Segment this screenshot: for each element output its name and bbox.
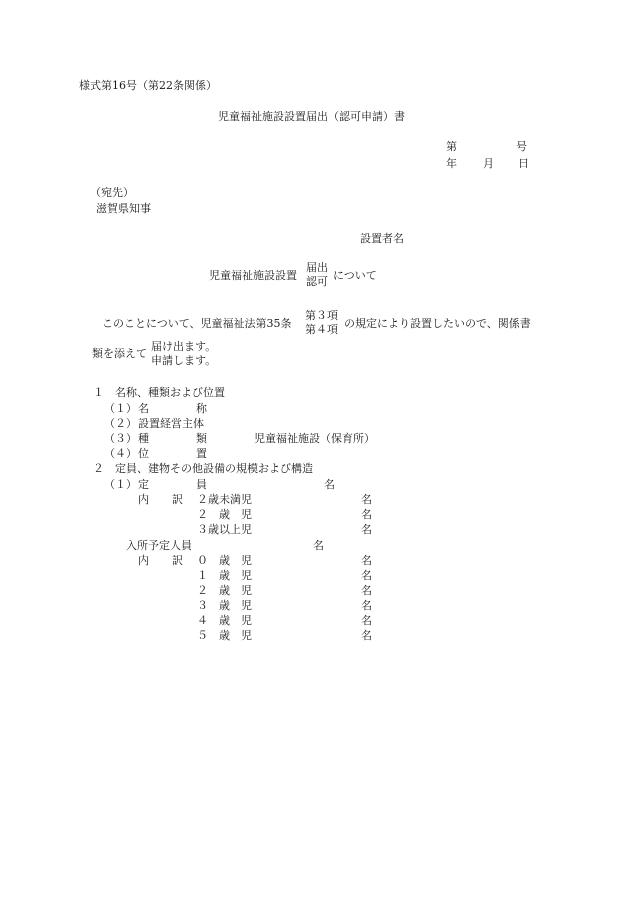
section1-item-label-a: 設置経営主体 — [138, 417, 204, 430]
section2-heading: ２ 定員、建物その他設備の規模および構造 — [93, 462, 313, 475]
number-prefix: 第 — [446, 140, 457, 153]
section1-item-num: （３） — [104, 432, 137, 445]
date-day: 日 — [518, 157, 529, 170]
number-suffix: 号 — [516, 140, 527, 153]
section1-item-label-b: 称 — [196, 402, 207, 415]
subject-suffix: について — [333, 269, 377, 282]
planned-breakdown-label-a: 内 — [138, 554, 149, 567]
section1-item-num: （４） — [104, 447, 137, 460]
document-title: 児童福祉施設設置届出（認可申請）書 — [218, 110, 405, 123]
planned-row-unit: 名 — [361, 554, 372, 567]
body-line1-suffix: の規定により設置したいので、関係書 — [344, 317, 531, 330]
planned-row-age: ３ 歳 児 — [197, 599, 252, 612]
capacity-row-unit: 名 — [361, 508, 372, 521]
planned-row-unit: 名 — [361, 629, 372, 642]
planned-row-age: ５ 歳 児 — [197, 629, 252, 642]
capacity-row-unit: 名 — [361, 493, 372, 506]
planned-row-unit: 名 — [361, 584, 372, 597]
planned-unit: 名 — [313, 539, 324, 552]
subject-option-notification: 届出 — [306, 261, 328, 274]
date-month: 月 — [483, 157, 494, 170]
planned-label: 入所予定人員 — [126, 539, 192, 552]
section1-heading: １ 名称、種類および位置 — [93, 386, 225, 399]
planned-row-age: ２ 歳 児 — [197, 584, 252, 597]
capacity-label-a: 定 — [138, 478, 149, 491]
subject-option-approval: 認可 — [306, 275, 328, 288]
section1-item-label-b: 類 — [196, 432, 207, 445]
body-actions — [151, 340, 216, 368]
capacity-row-age: ２歳未満児 — [197, 493, 252, 506]
section1-item-label-b: 置 — [196, 447, 207, 460]
planned-row-unit: 名 — [361, 614, 372, 627]
body-clauses — [305, 309, 338, 337]
date-year: 年 — [446, 157, 457, 170]
capacity-num: （１） — [104, 478, 137, 491]
form-number: 様式第16号（第22条関係） — [79, 79, 217, 92]
capacity-row-age: ２ 歳 児 — [197, 508, 252, 521]
installer-name-label: 設置者名 — [360, 232, 404, 245]
capacity-label-b: 員 — [196, 478, 207, 491]
body-clause-3: 第３項 — [305, 309, 338, 322]
section1-item-label-a: 種 — [138, 432, 149, 445]
body-line1-prefix: このことについて、児童福祉法第35条 — [102, 317, 292, 330]
body-clause-4: 第４項 — [305, 323, 338, 336]
section1-item-label-a: 名 — [138, 402, 149, 415]
addressee-label: （宛先） — [90, 186, 134, 199]
addressee-name: 滋賀県知事 — [96, 202, 151, 215]
body-action-notify: 届け出ます。 — [151, 340, 217, 353]
planned-breakdown-label-b: 訳 — [172, 554, 183, 567]
capacity-row-age: ３歳以上児 — [197, 523, 252, 536]
capacity-row-unit: 名 — [361, 523, 372, 536]
section1-item-num: （２） — [104, 417, 137, 430]
section1-item-num: （１） — [104, 402, 137, 415]
body-line2-prefix: 類を添えて — [92, 347, 147, 360]
subject-options — [306, 261, 328, 289]
section1-item-label-a: 位 — [138, 447, 149, 460]
planned-row-age: ４ 歳 児 — [197, 614, 252, 627]
planned-row-age: １ 歳 児 — [197, 569, 252, 582]
planned-row-unit: 名 — [361, 569, 372, 582]
capacity-unit: 名 — [324, 478, 335, 491]
section1-item-value: 児童福祉施設（保育所） — [254, 432, 375, 445]
planned-row-unit: 名 — [361, 599, 372, 612]
subject-prefix: 児童福祉施設設置 — [209, 269, 297, 282]
capacity-breakdown-label-b: 訳 — [172, 493, 183, 506]
body-action-apply: 申請します。 — [151, 354, 217, 367]
planned-row-age: ０ 歳 児 — [197, 554, 252, 567]
capacity-breakdown-label-a: 内 — [138, 493, 149, 506]
